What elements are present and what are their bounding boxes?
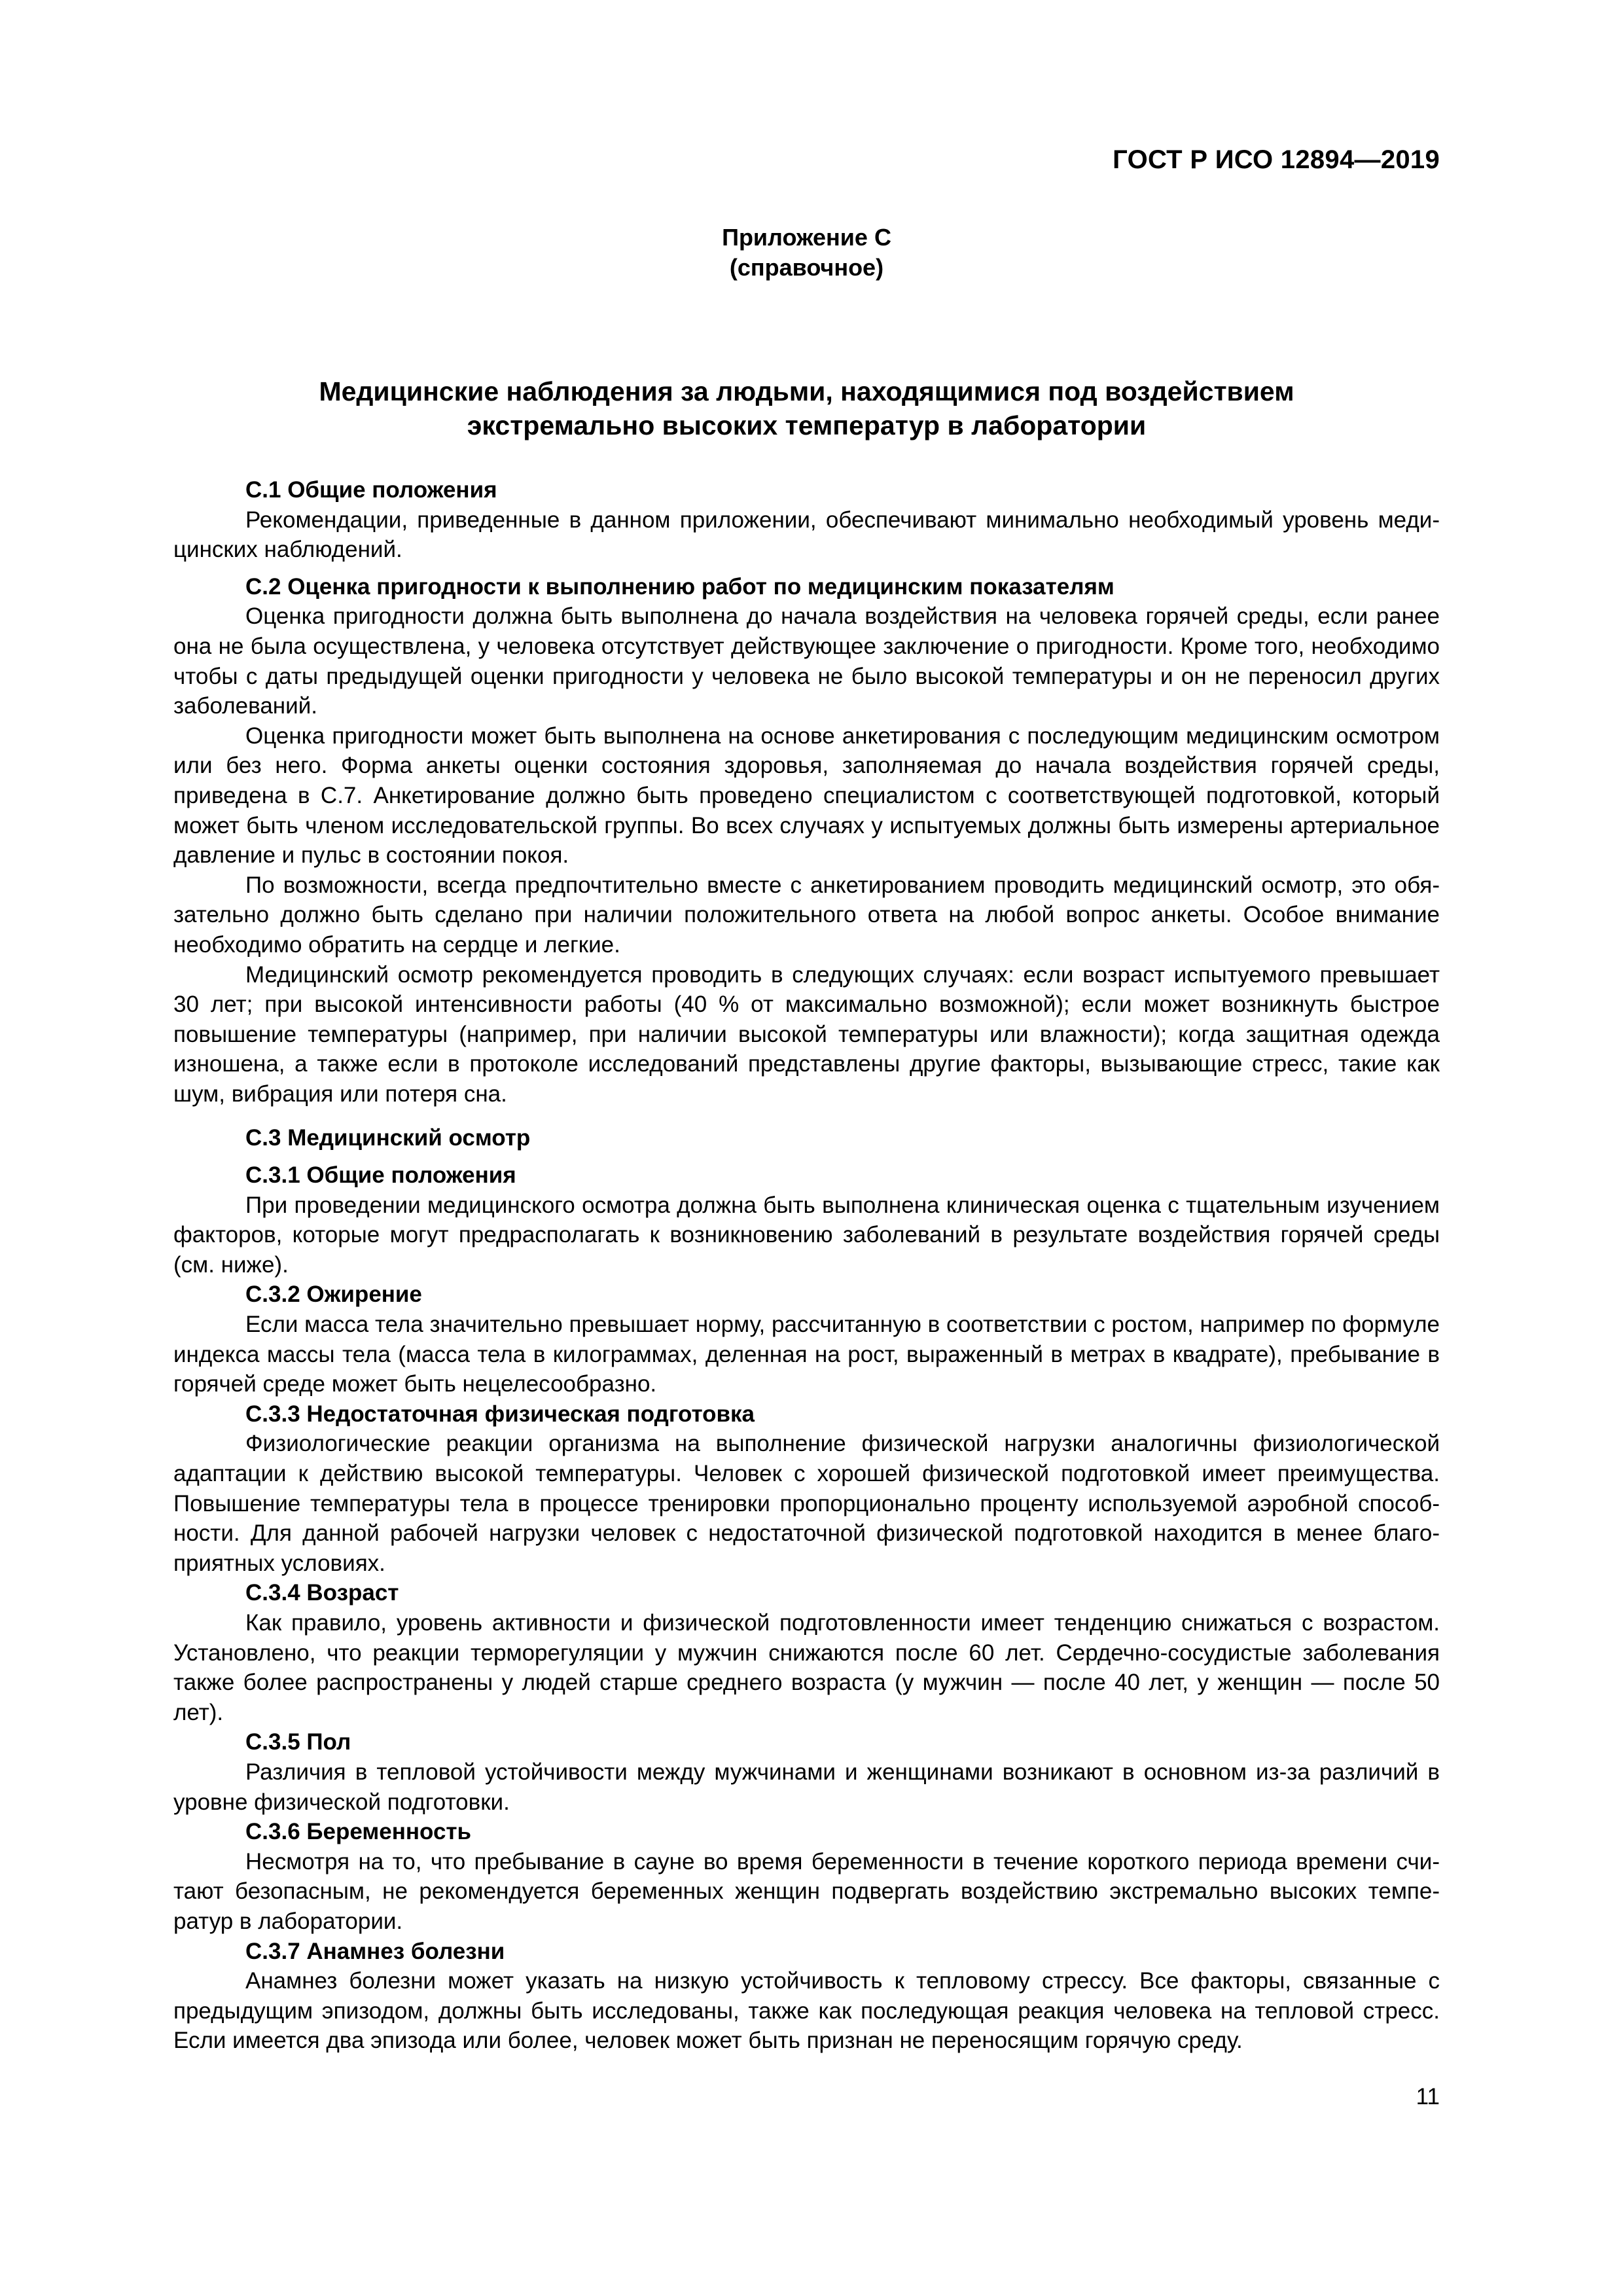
section-c34-text: Как правило, уровень активности и физической подготовленности имеет тенденцию снижаться с возрастом. Установлено, что реакции терморегуляции у мужчин снижаются после 60 лет. Сердечно-сосудистые заболевания также более распространены у людей старше среднего возраста (у мужчин — после 40 лет, у женщин — после 50 лет).: [173, 1609, 1440, 1725]
section-c34-heading: С.3.4 Возраст: [245, 1580, 399, 1606]
section-c2-paragraph-1: Оценка пригодности должна быть выполнена до начала воздействия на человека горячей среды, если ранее она не была осуществлена, у человека отсутствует действующее заключение о пригодности. Кроме того, необходимо чтобы с даты предыдущей оценки пригодности у человека не было высокой температуры и он не переносил других заболеваний.: [173, 603, 1440, 719]
document-title: [173, 374, 1440, 442]
section-c31-text: При проведении медицинского осмотра должна быть выполнена клиническая оценка с тщательным изучением факторов, которые могут предрасполагать к возникновению заболеваний в результате воздействия горячей среды (см. ниже).: [173, 1192, 1440, 1278]
section-c1-paragraph-1: Рекомендации, приведенные в данном приложении, обеспечивают минимально необходимый уровень медицинских наблюдений.: [173, 507, 1440, 563]
section-c33-heading: С.3.3 Недостаточная физическая подготовка: [245, 1401, 755, 1427]
section-c36-heading: С.3.6 Беременность: [245, 1819, 472, 1845]
section-c35-heading: С.3.5 Пол: [245, 1729, 351, 1755]
page-number: 11: [1416, 2084, 1440, 2109]
section-c2-paragraph-3: По возможности, всегда предпочтительно вместе с анкетированием проводить медицинский осмотр, это обязательно должно быть сделано при наличии положительного ответа на любой вопрос анкеты. Особое внимание необходимо обратить на сердце и легкие.: [173, 872, 1440, 958]
section-c36-text: Несмотря на то, что пребывание в сауне во время беременности в течение короткого периода времени считают безопасным, не рекомендуется беременных женщин подвергать воздействию экстремально высоких температур в лаборатории.: [173, 1848, 1440, 1934]
section-c3-heading: С.3 Медицинский осмотр: [245, 1125, 531, 1151]
document-designation: ГОСТ Р ИСО 12894—2019: [1113, 145, 1440, 174]
appendix-status: (справочное): [729, 254, 884, 281]
section-c2-paragraph-4: Медицинский осмотр рекомендуется проводить в следующих случаях: если возраст испытуемого превышает 30 лет; при высокой интенсивности работы (40 % от максимально возможной); если может возникнуть быстрое повышение температуры (например, при наличии высокой температуры или влажности); когда защитная одежда изношена, а также если в протоколе исследований представлены другие факторы, вызывающие стресс, такие как шум, вибрация или потеря сна.: [173, 961, 1440, 1107]
section-c1-heading: С.1 Общие положения: [245, 477, 497, 503]
document-title-line-1: Медицинские наблюдения за людьми, находящимися под воздействием: [319, 376, 1294, 406]
section-c2-paragraph-2: Оценка пригодности может быть выполнена на основе анкетирования с последующим медицинским осмотром или без него. Форма анкеты оценки состояния здоровья, заполняемая до начала воздействия горячей среды, приведена в С.7. Анкетирование должно быть проведено специалистом с соответствующей подготовкой, который может быть членом исследовательской группы. Во всех случаях у испытуемых должны быть измерены артериальное давление и пульс в состоянии покоя.: [173, 723, 1440, 869]
section-c2-heading: С.2 Оценка пригодности к выполнению работ по медицинским показателям: [245, 573, 1115, 600]
section-c31-heading: С.3.1 Общие положения: [245, 1162, 516, 1189]
section-c33-text: Физиологические реакции организма на выполнение физической нагрузки аналогичны физиологической адаптации к действию высокой температуры. Человек с хорошей физической подготовкой имеет преимущества. Повышение температуры тела в процессе тренировки пропорционально проценту используемой аэробной способности. Для данной рабочей нагрузки человек с недостаточной физической подготовкой находится в менее благоприятных условиях.: [173, 1431, 1440, 1576]
section-c37-heading: С.3.7 Анамнез болезни: [245, 1938, 505, 1964]
section-c37-text: Анамнез болезни может указать на низкую устойчивость к тепловому стрессу. Все факторы, связанные с предыдущим эпизодом, должны быть исследованы, также как последующая реакция человека на тепловой стресс. Если имеется два эпизода или более, человек может быть признан не переносящим горячую среду.: [173, 1968, 1440, 2054]
appendix-title: Приложение С: [722, 224, 891, 251]
section-c35-text: Различия в тепловой устойчивости между мужчинами и женщинами возникают в основном из-за различий в уровне физической подготовки.: [173, 1759, 1440, 1815]
appendix-label: [173, 223, 1440, 283]
document-body: [173, 475, 1440, 2056]
section-c32-heading: С.3.2 Ожирение: [245, 1282, 422, 1308]
document-title-line-2: экстремально высоких температур в лаборатории: [467, 410, 1147, 440]
section-c32-text: Если масса тела значительно превышает норму, рассчитанную в соответствии с ростом, например по формуле индекса массы тела (масса тела в килограммах, деленная на рост, выраженный в метрах в квадрате), пребывание в горячей среде может быть нецелесообразно.: [173, 1312, 1440, 1397]
